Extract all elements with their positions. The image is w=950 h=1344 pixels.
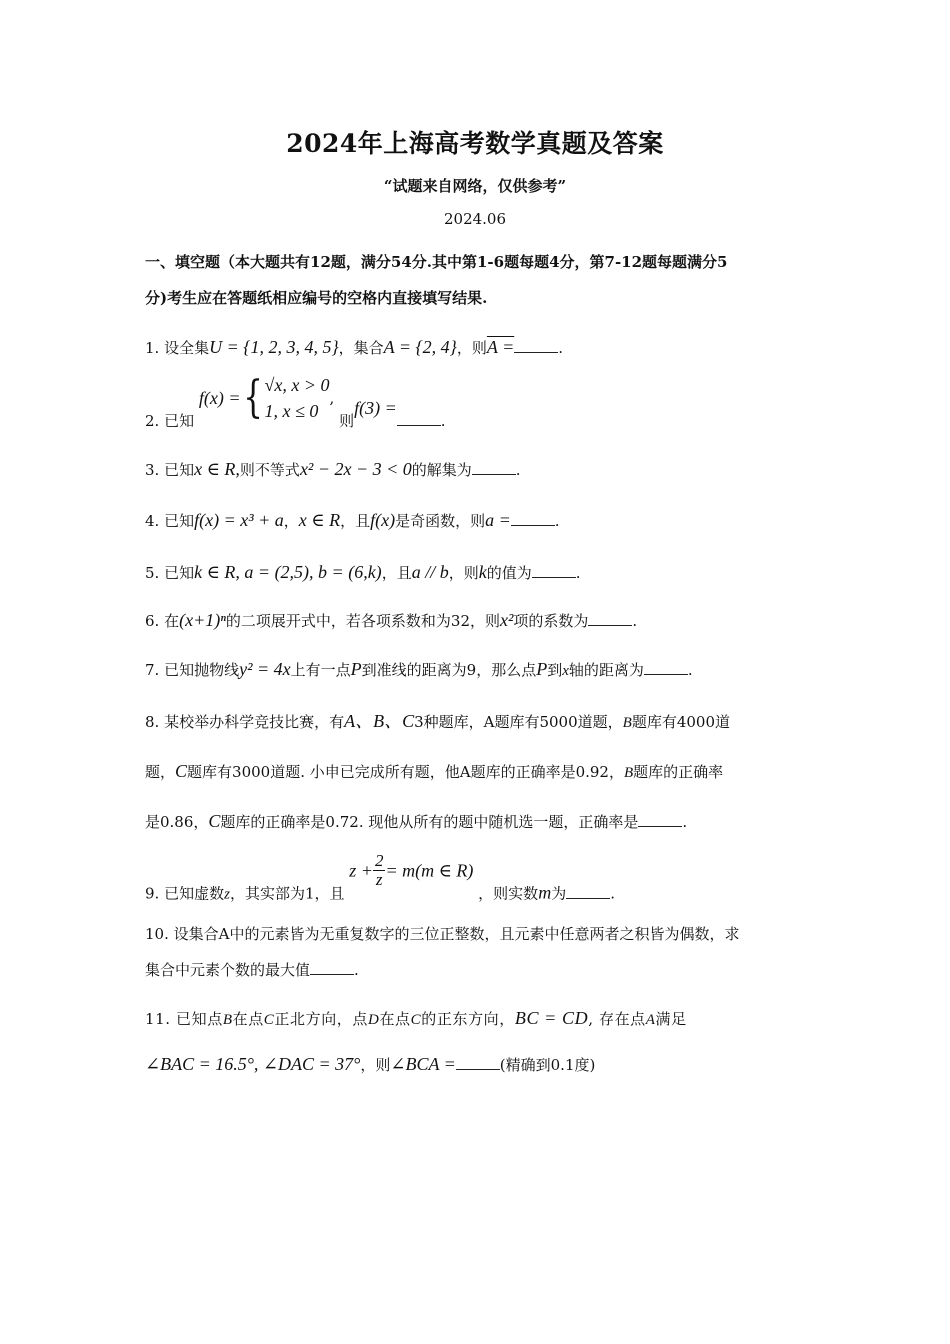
question-1: [145, 330, 807, 365]
question-8: [145, 697, 807, 846]
question-line: 10. 设集合A中的元素皆为无重复数字的三位正整数，且元素中任意两者之积皆为偶数，求: [145, 925, 740, 943]
answer-blank: [644, 660, 688, 675]
question-text: .: [632, 612, 638, 630]
math-complement: A =: [486, 337, 515, 357]
math-expression: y² = 4x: [239, 659, 291, 679]
answer-blank: [456, 1055, 500, 1070]
math-expression: a // b: [411, 562, 449, 582]
question-text: ，则: [456, 339, 487, 357]
question-text: 已知: [164, 412, 195, 430]
math-expression: D: [368, 1012, 380, 1028]
question-4: [145, 503, 807, 538]
question-text: 题，: [145, 763, 176, 781]
question-text: 题库有3000道题. 小申已完成所有题，他A题库的正确率是0.92，: [187, 763, 624, 781]
page-date: 2024.06: [443, 210, 507, 228]
math-expression: z: [224, 886, 230, 903]
answer-blank: [638, 812, 682, 827]
question-text: (精确到0.1度): [499, 1056, 596, 1074]
question-5: [145, 555, 807, 590]
question-10: [145, 916, 807, 988]
question-text: 则不等式: [239, 461, 300, 479]
question-text: .: [354, 961, 359, 979]
question-text: 8. 某校举办科学竞技比赛，有: [145, 713, 345, 731]
case-1: √x, x > 0: [264, 375, 330, 395]
question-text: ，且: [381, 564, 412, 582]
page-title: 2024年上海高考数学真题及答案: [286, 129, 664, 158]
question-text: 已知虚数: [164, 884, 225, 903]
math-expression: x ∈ R,: [194, 459, 240, 479]
answer-blank: [397, 411, 441, 426]
question-text: ，: [283, 512, 299, 530]
question-text: 集合中元素个数的最大值: [145, 961, 311, 979]
math-expression: (x+1)ⁿ: [179, 610, 226, 630]
question-6: [145, 603, 807, 638]
question-text: ,: [329, 389, 335, 407]
question-line: [145, 797, 807, 846]
case-2: 1, x ≤ 0: [264, 401, 319, 421]
answer-blank: [310, 960, 354, 975]
math-expression: x² − 2x − 3 < 0: [299, 459, 412, 479]
question-text: .: [687, 661, 693, 679]
question-7: [145, 652, 807, 688]
question-text: ，则: [448, 564, 479, 582]
answer-blank: [514, 338, 558, 353]
brace-symbol: {: [242, 372, 263, 423]
question-number: 9.: [145, 884, 160, 903]
question-text: ，其实部为1，且: [229, 884, 345, 903]
question-line: [145, 1042, 807, 1087]
question-text: 3种题库，A题库有5000道题，: [414, 713, 623, 731]
question-text: 的解集为: [411, 461, 472, 479]
question-number: 3.: [145, 461, 160, 479]
question-text: 题库的正确率: [633, 763, 724, 781]
math-expression: A: [645, 1012, 656, 1028]
question-text: 在: [164, 612, 180, 630]
question-text: 的值为: [486, 564, 532, 582]
question-text: 已知: [164, 461, 195, 479]
question-text: 设全集: [164, 339, 210, 357]
math-expression: ∠BAC = 16.5°, ∠DAC = 37°: [145, 1054, 361, 1074]
question-number: 1.: [145, 339, 160, 357]
math-expression: B: [222, 1012, 233, 1028]
question-2: [145, 372, 807, 434]
math-expression: C: [175, 761, 188, 781]
question-text: 是奇函数，则: [395, 512, 486, 530]
math-expression: ∠BCA =: [390, 1054, 456, 1074]
question-line: [145, 952, 807, 988]
math-expression: x²: [500, 610, 514, 630]
question-text: 已知抛物线: [164, 661, 240, 679]
question-text: , 存在点: [588, 1010, 646, 1028]
math-expression: f(3) =: [354, 398, 397, 418]
section-heading-fill-in: [145, 244, 807, 316]
page-subtitle: “试题来自网络，仅供参考”: [383, 177, 567, 195]
math-expression: x ∈ R: [298, 510, 341, 530]
answer-blank: [511, 511, 555, 526]
question-text: .: [682, 813, 688, 831]
answer-blank: [532, 563, 576, 578]
math-expression: f(x): [370, 510, 396, 530]
question-text: 是0.86，: [145, 813, 209, 831]
question-text: 题库的正确率是0.72. 现他从所有的题中随机选一题，正确率是: [220, 813, 639, 831]
question-text: .: [610, 884, 615, 903]
math-expression: k ∈ R, a = (2,5), b = (6,k): [194, 562, 382, 582]
math-expression: C: [208, 811, 221, 831]
question-text: 正北方向，点: [274, 1010, 369, 1028]
question-number: 5.: [145, 564, 160, 582]
section-heading-line-2: 分)考生应在答题纸相应编号的空格内直接填写结果.: [145, 289, 488, 307]
question-number: 4.: [145, 512, 160, 530]
answer-blank: [472, 460, 516, 475]
math-expression: A = {2, 4}: [383, 337, 457, 357]
question-text: 已知: [164, 512, 195, 530]
question-text: 则: [339, 412, 355, 430]
question-text: .: [554, 512, 560, 530]
question-text: .: [558, 339, 564, 357]
math-expression: x: [562, 663, 569, 679]
math-expression: f(x) =: [198, 388, 241, 408]
math-expression: B: [622, 715, 632, 731]
piecewise-cases: [265, 372, 330, 424]
math-expression: C: [410, 1012, 422, 1028]
question-text: 项的系数为: [513, 612, 589, 630]
math-expression: C: [263, 1012, 275, 1028]
math-expression: U = {1, 2, 3, 4, 5}: [209, 337, 339, 357]
section-heading-line-1: 一、填空题（本大题共有12题，满分54分.其中第1-6题每题4分，第7-12题每题满分5: [145, 253, 728, 271]
math-expression: B: [623, 765, 634, 781]
question-text: 11. 已知点: [145, 1010, 223, 1028]
question-number: 7.: [145, 661, 160, 679]
question-line: [145, 996, 807, 1042]
question-text: 为: [551, 884, 567, 903]
math-expression: m: [538, 882, 552, 903]
question-text: .: [440, 412, 446, 430]
math-expression: k: [478, 562, 487, 582]
math-expression: a =: [485, 510, 511, 530]
question-text: 到准线的距离为9，那么点: [361, 661, 537, 679]
fraction: [373, 852, 386, 889]
question-text: 上有一点: [290, 661, 351, 679]
question-3: [145, 452, 807, 487]
question-text: 到: [547, 661, 563, 679]
question-text: ，且: [340, 512, 371, 530]
question-text: 满足: [655, 1010, 687, 1028]
answer-blank: [566, 884, 610, 899]
question-text: 的二项展开式中，若各项系数和为32，则: [225, 612, 500, 630]
answer-blank: [588, 611, 632, 626]
question-text: ，则: [360, 1056, 391, 1074]
question-text: .: [515, 461, 521, 479]
question-text: 在点: [232, 1010, 264, 1028]
question-text: 在点: [379, 1010, 411, 1028]
question-text: 题库有4000道: [631, 713, 731, 731]
math-expression: = m(m ∈ R): [385, 860, 474, 881]
question-text: 已知: [164, 564, 195, 582]
question-text: ，集合: [338, 339, 384, 357]
fraction-numerator: 2: [374, 851, 384, 870]
question-line: [145, 747, 807, 797]
math-expression: z +: [349, 860, 373, 881]
question-number: 6.: [145, 612, 160, 630]
question-text: .: [575, 564, 581, 582]
question-11: [145, 996, 807, 1087]
question-line: [145, 697, 807, 747]
fraction-denominator: z: [375, 870, 383, 889]
question-text: 的正东方向，: [421, 1010, 515, 1028]
math-expression: f(x) = x³ + a: [194, 510, 284, 530]
math-expression: P: [536, 659, 548, 679]
question-text: 轴的距离为: [568, 661, 644, 679]
question-text: ，则实数: [478, 884, 539, 903]
math-expression: A、B、C: [344, 711, 415, 731]
math-expression: P: [350, 659, 362, 679]
question-number: 2.: [145, 412, 160, 430]
question-9: [145, 852, 807, 907]
math-expression: BC = CD: [514, 1008, 589, 1028]
